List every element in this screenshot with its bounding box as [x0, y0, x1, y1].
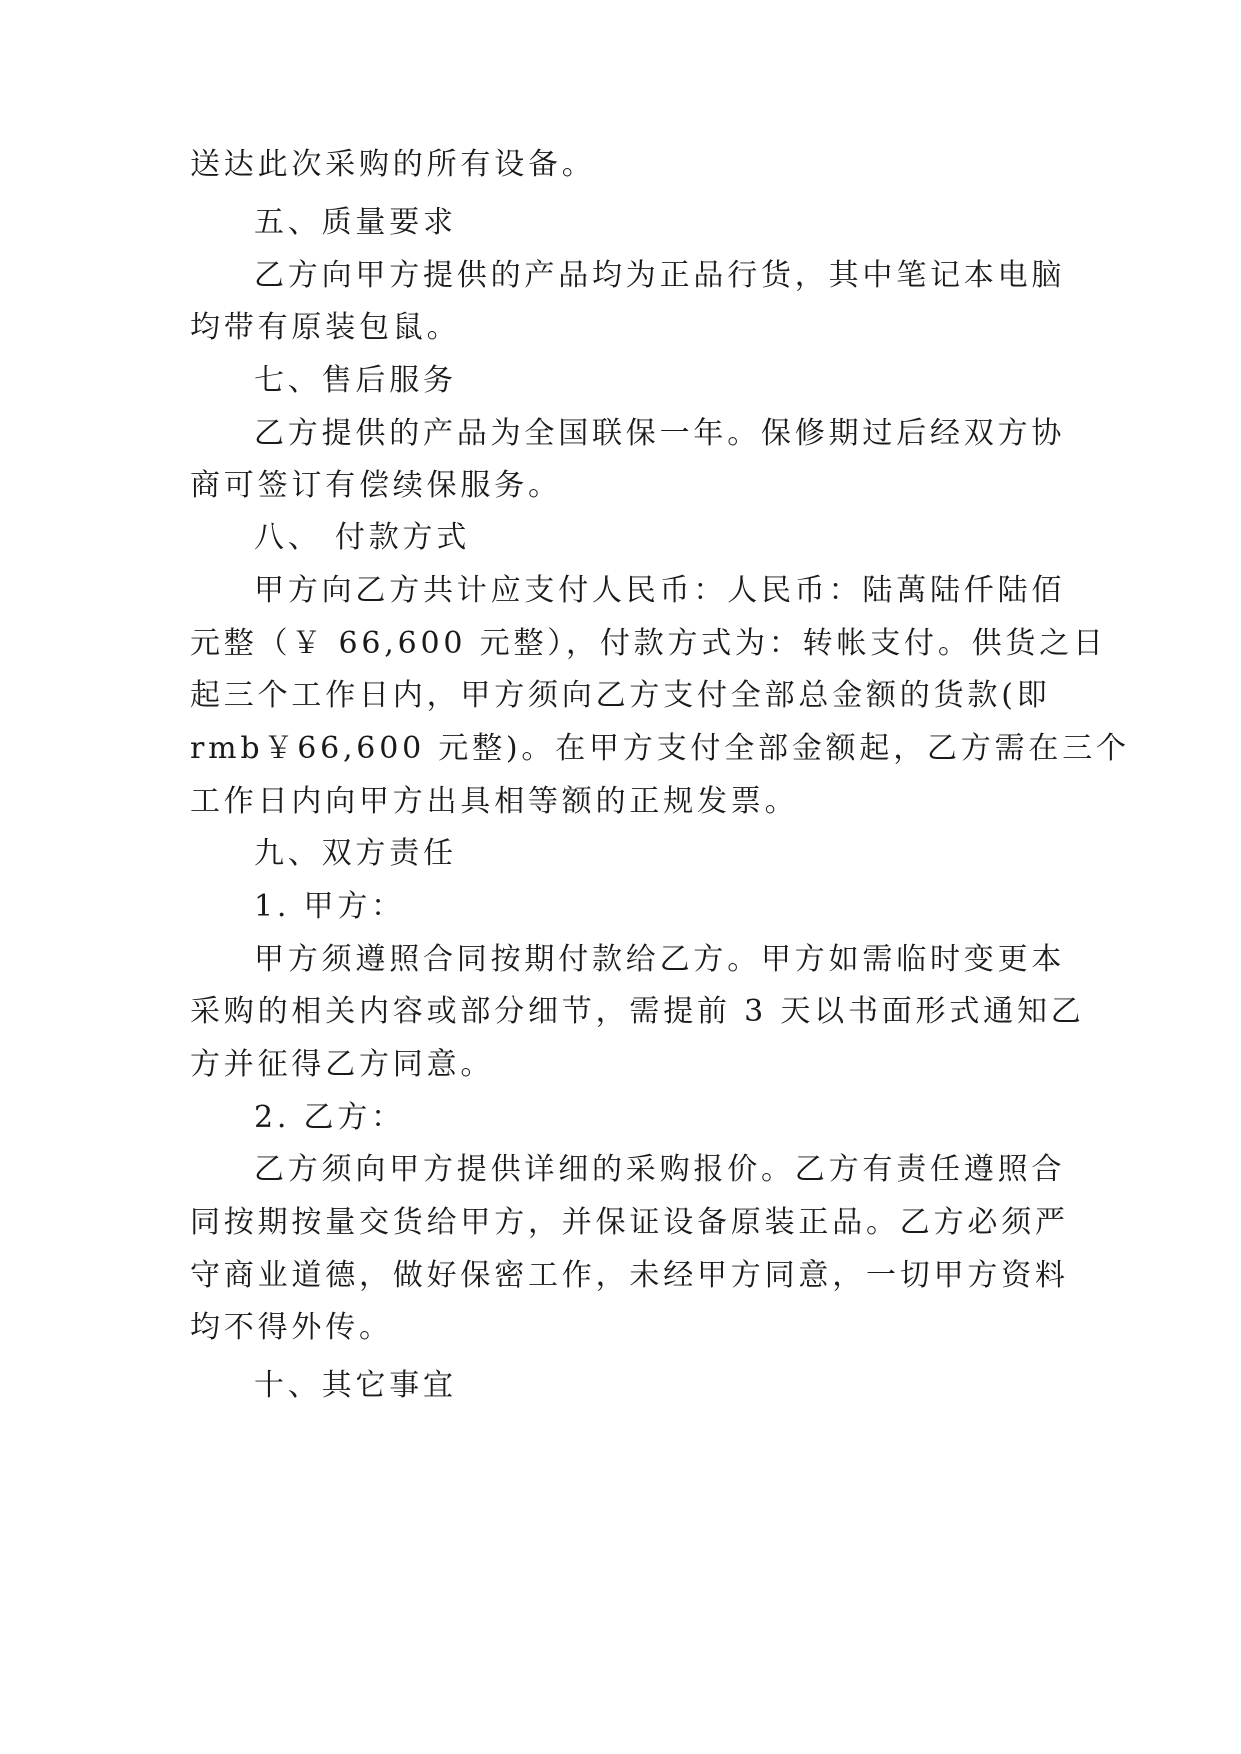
section-heading-responsibilities: 九、双方责任 — [254, 836, 457, 871]
body-text-line: 甲方须遵照合同按期付款给乙方。甲方如需临时变更本 — [254, 942, 1066, 977]
body-text-line: 送达此次采购的所有设备。 — [190, 147, 596, 182]
body-text-line: 方并征得乙方同意。 — [190, 1047, 495, 1082]
section-heading-other-matters: 十、其它事宜 — [254, 1368, 457, 1403]
section-heading-after-sales: 七、售后服务 — [254, 363, 457, 398]
body-text-line: 商可签订有偿续保服务。 — [190, 468, 562, 503]
body-text-line: 均不得外传。 — [190, 1310, 393, 1345]
section-heading-quality: 五、质量要求 — [254, 205, 457, 240]
body-text-line: 乙方向甲方提供的产品均为正品行货，其中笔记本电脑 — [254, 258, 1066, 293]
body-text-line: 工作日内向甲方出具相等额的正规发票。 — [190, 784, 799, 819]
body-text-line: 乙方须向甲方提供详细的采购报价。乙方有责任遵照合 — [254, 1152, 1066, 1187]
body-text-line: 守商业道德，做好保密工作，未经甲方同意，一切甲方资料 — [190, 1258, 1069, 1293]
body-text-line: 采购的相关内容或部分细节，需提前 3 天以书面形式通知乙 — [190, 994, 1085, 1029]
subheading-party-b: 2. 乙方： — [254, 1100, 405, 1135]
body-text-line: 甲方向乙方共计应支付人民币：人民币：陆萬陆仟陆佰 — [254, 573, 1066, 608]
body-text-line: 元整（￥ 66,600 元整），付款方式为：转帐支付。供货之日 — [190, 626, 1107, 661]
body-text-line: 乙方提供的产品为全国联保一年。保修期过后经双方协 — [254, 416, 1066, 451]
body-text-line: 同按期按量交货给甲方，并保证设备原装正品。乙方必须严 — [190, 1205, 1069, 1240]
body-text-line: 起三个工作日内，甲方须向乙方支付全部总金额的货款(即 — [190, 678, 1051, 713]
subheading-party-a: 1. 甲方： — [254, 889, 405, 924]
section-heading-payment: 八、 付款方式 — [254, 520, 471, 555]
body-text-line: 均带有原装包鼠。 — [190, 310, 461, 345]
body-text-line: rmb￥66,600 元整)。在甲方支付全部金额起，乙方需在三个 — [190, 731, 1130, 766]
